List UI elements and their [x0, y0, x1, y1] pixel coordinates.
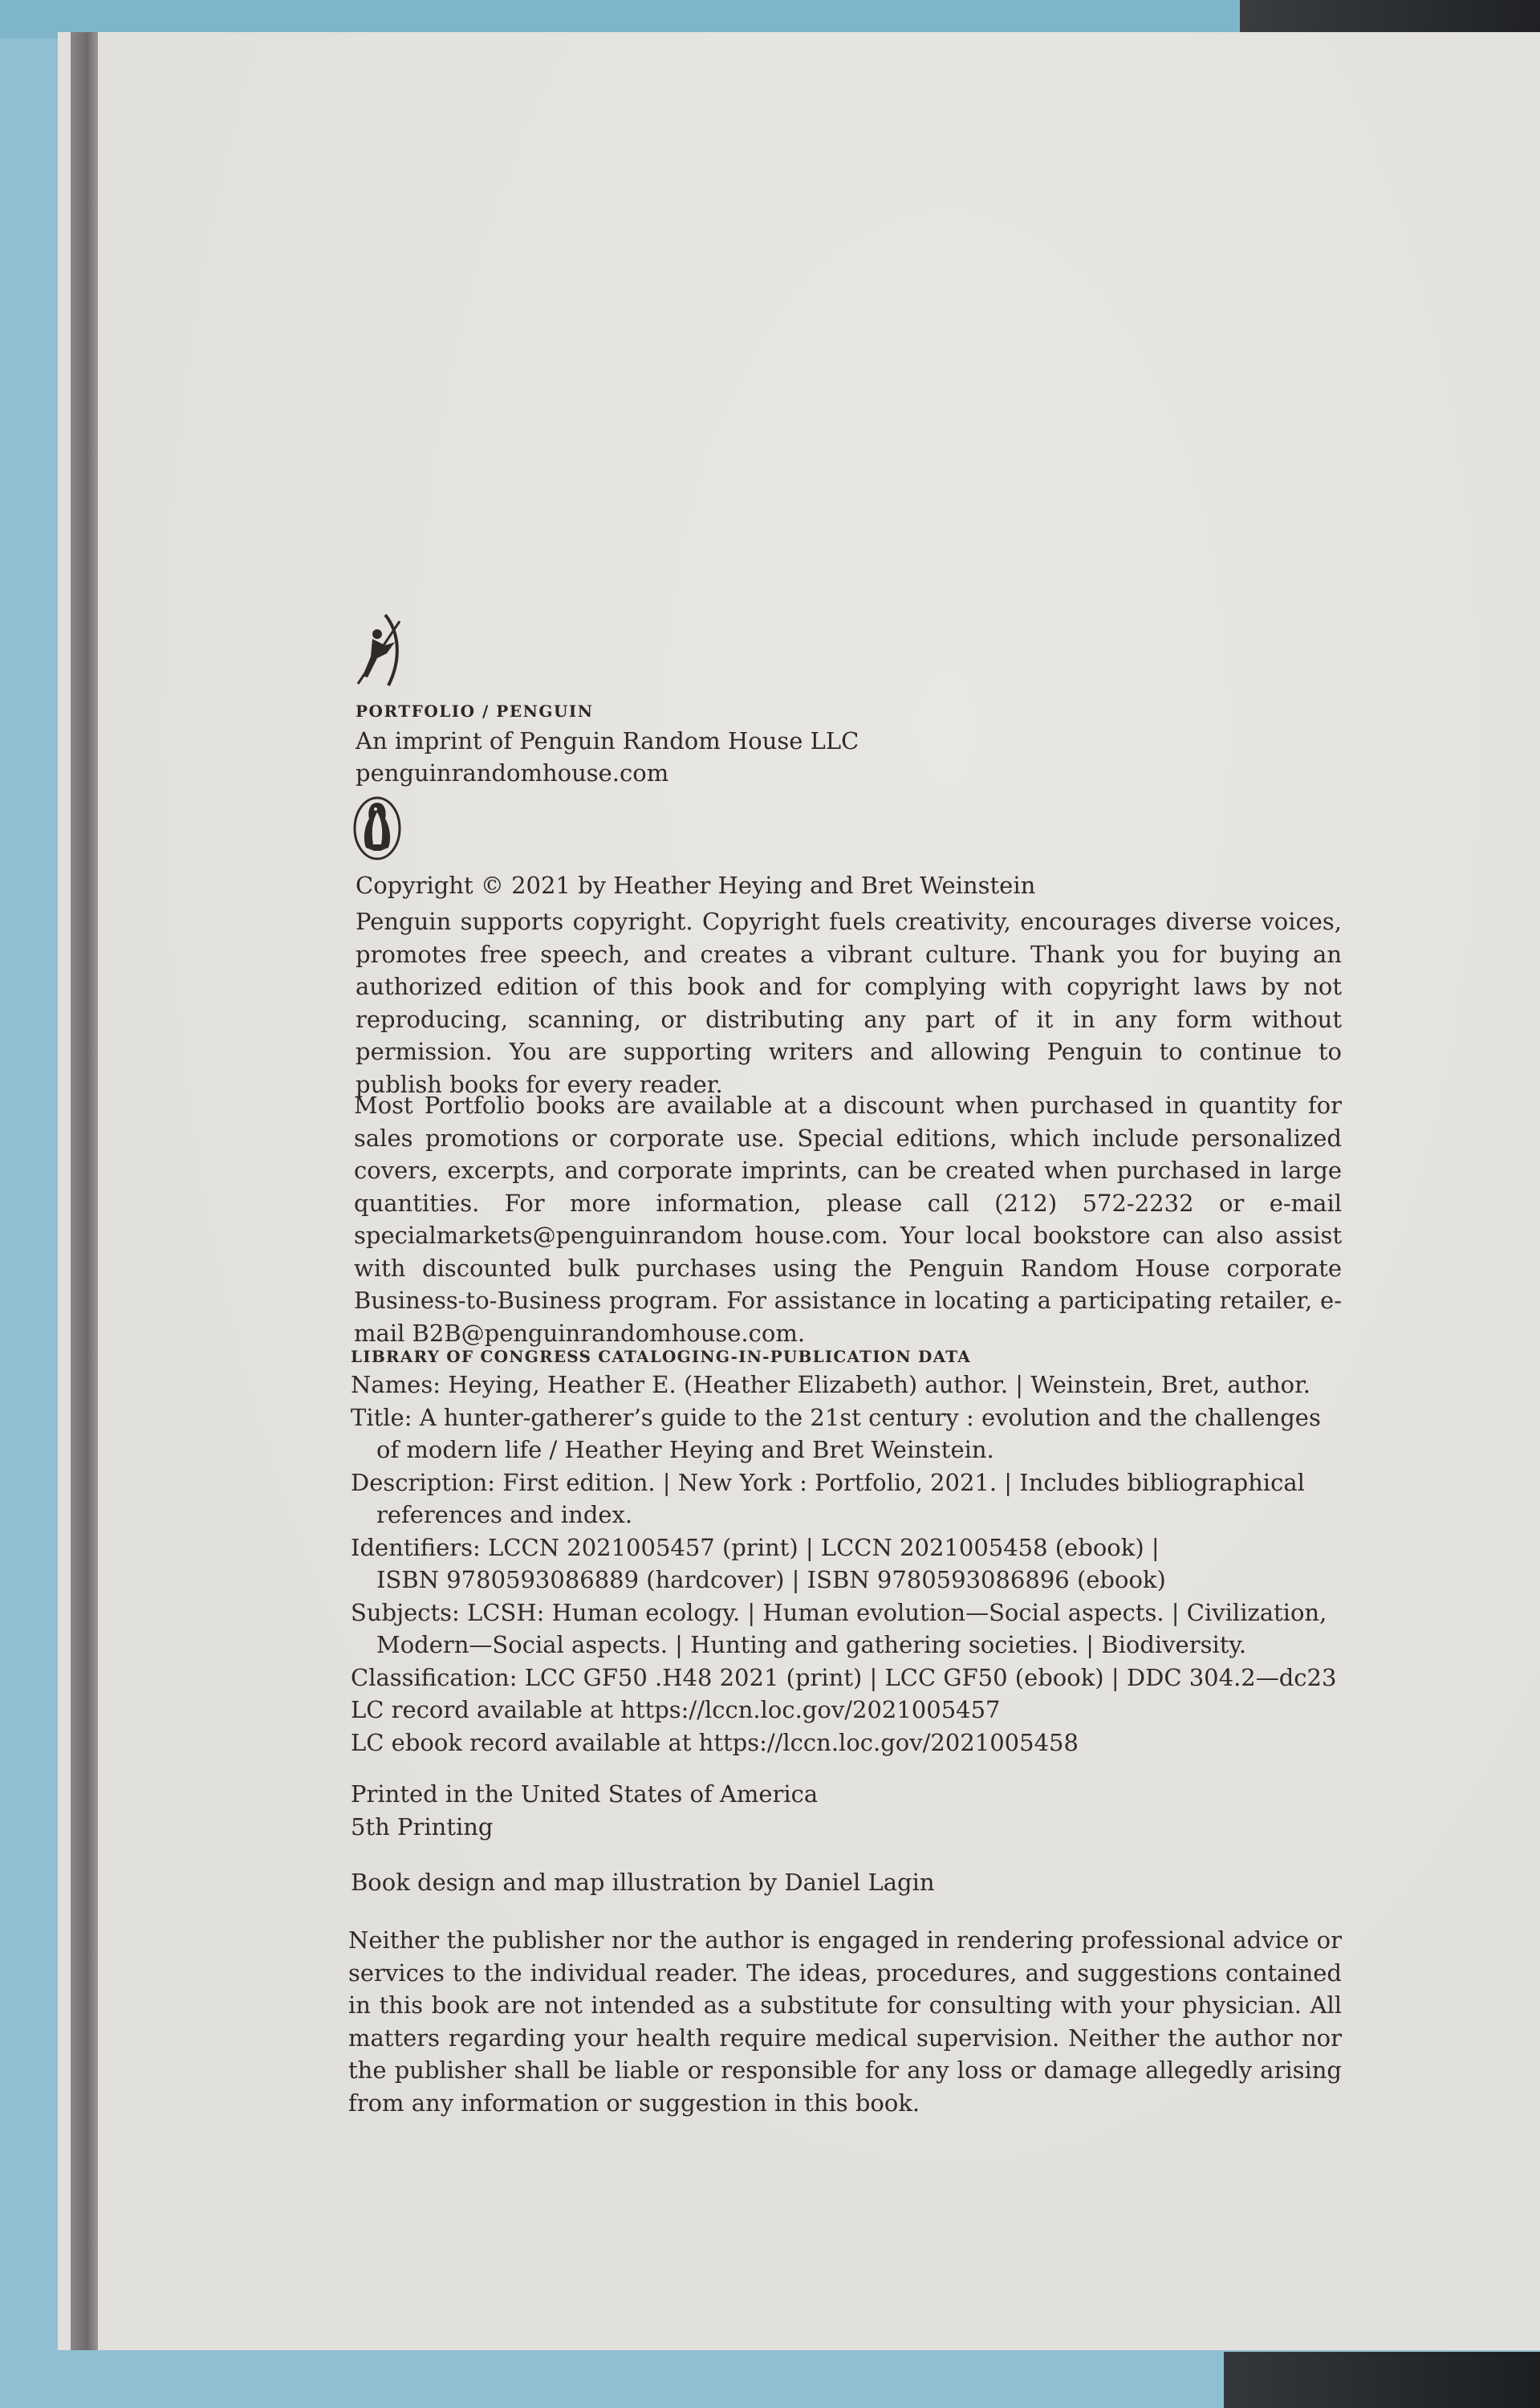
cip-classification: Classification: LCC GF50 .H48 2021 (print) | LCC GF50 (ebook) | DDC 304.2—dc23: [351, 1663, 1337, 1691]
cip-subjects: Subjects: LCSH: Human ecology. | Human evolution—Social aspects. | Civilization,: [351, 1598, 1327, 1626]
printing-number: 5th Printing: [351, 1813, 494, 1841]
portfolio-archer-logo: [353, 610, 409, 690]
imprint-line: An imprint of Penguin Random House LLC: [356, 727, 859, 755]
imprint-label: PORTFOLIO / PENGUIN: [356, 702, 594, 721]
cip-title: Title: A hunter-gatherer’s guide to the 21st century : evolution and the challenges: [351, 1403, 1321, 1431]
cip-names: Names: Heying, Heather E. (Heather Elizabeth) author. | Weinstein, Bret, author.: [351, 1371, 1310, 1398]
disclaimer-paragraph: Neither the publisher nor the author is engaged in rendering professional advice or services to the individual reader. The ideas, procedures, and suggestions contained in this book are not intended as a substitute for consulting with your physician. All matters regarding your health require medical supervision. Neither the author nor the publisher shall be liable or responsible for any loss or damage allegedly arising from any information or suggestion in this book.: [348, 1926, 1342, 2117]
cip-heading: LIBRARY OF CONGRESS CATALOGING-IN-PUBLICATION DATA: [351, 1347, 971, 1366]
printed-in: Printed in the United States of America: [351, 1780, 819, 1808]
penguin-logo: [351, 795, 403, 862]
page-gutter-edge: [71, 32, 98, 2350]
cip-description-cont: references and index.: [376, 1501, 633, 1528]
cip-title-cont: of modern life / Heather Heying and Bret Weinstein.: [376, 1436, 994, 1463]
lc-record: LC record available at https://lccn.loc.gov/2021005457: [351, 1696, 1001, 1723]
book-cover-corner-bottom: [1224, 2352, 1540, 2408]
cip-subjects-cont: Modern—Social aspects. | Hunting and gathering societies. | Biodiversity.: [376, 1631, 1247, 1658]
copyright-statement: Penguin supports copyright. Copyright fuels creativity, encourages diverse voices, promotes free speech, and creates a vibrant culture. Thank you for buying an authorized edition of this book and for complying with copyright laws by not reproducing, scanning, or distributing any part of it in any form without permission. You are supporting writers and allowing Penguin to continue to publish books for every reader.: [356, 908, 1342, 1098]
publisher-website: penguinrandomhouse.com: [356, 759, 669, 787]
design-credit: Book design and map illustration by Daniel Lagin: [351, 1869, 935, 1896]
cip-identifiers: Identifiers: LCCN 2021005457 (print) | LCCN 2021005458 (ebook) |: [351, 1533, 1160, 1561]
special-sales-paragraph: Most Portfolio books are available at a discount when purchased in quantity for sales promotions or corporate use. Special editions, which include personalized covers, excerpts, and corporate imprints, can be created when purchased in large quantities. For more information, please call (212) 572-2232 or e-mail specialmarkets@penguinrandom house.com. Your local bookstore can also assist with discounted bulk purchases using the Penguin Random House corporate Business-to-Business program. For assistance in locating a participating retailer, e-mail B2B@penguinrandomhouse.com.: [354, 1092, 1342, 1347]
copyright-line: Copyright © 2021 by Heather Heying and Bret Weinstein: [356, 872, 1036, 899]
cip-data-block: [351, 1369, 1354, 1759]
lc-ebook-record: LC ebook record available at https://lccn.loc.gov/2021005458: [351, 1728, 1079, 1756]
cip-description: Description: First edition. | New York : Portfolio, 2021. | Includes bibliographical: [351, 1468, 1305, 1496]
cip-identifiers-cont: ISBN 9780593086889 (hardcover) | ISBN 9780593086896 (ebook): [376, 1566, 1166, 1593]
